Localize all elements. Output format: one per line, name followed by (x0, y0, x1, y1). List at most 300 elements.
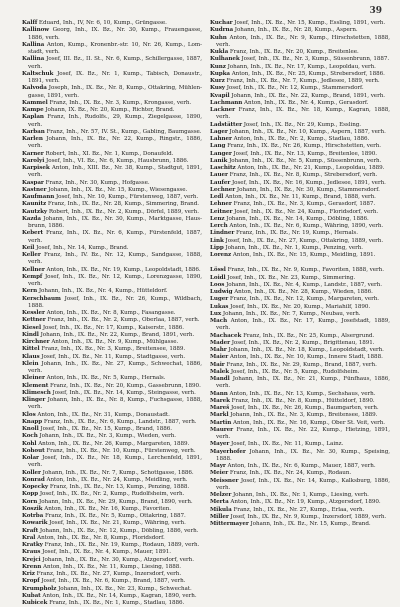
entry-text: Anton, Inh., IX. Bz., Nr. 14, Kump., Kagran, 1890, verh. (40, 592, 197, 599)
directory-entry (210, 165, 390, 172)
directory-entry (22, 448, 202, 455)
directory-entry (210, 362, 390, 369)
directory-entry (22, 325, 202, 332)
entry-text: Franz, Inh., IV. Bz., Nr. 12, Kump., Sandgasse, 1888, verh. (28, 252, 202, 266)
directory-entry (210, 27, 390, 34)
entry-name: Kubat (22, 592, 41, 599)
page-number: 39 (369, 6, 382, 16)
entry-text: Johann, Inh., IX. Bz., Nr. 12, Kump., Döbling, 1886, verh. (38, 527, 199, 534)
entry-text: Johann, Inh., IX. Bz., Nr. 30, Kump., Speising, 1888. (216, 448, 390, 462)
entry-text: Franz, Inh., IX. Bz., Nr. 20, Kump., Gassebrunn, 1890. (48, 382, 201, 389)
entry-name: Lahner (210, 136, 232, 142)
directory-entry (210, 354, 390, 361)
directory-entry (210, 187, 390, 194)
entry-text: Robert, Inh., XI. Bz., Nr. 1, Kump., Donaufeld. (43, 150, 174, 157)
entry-name: Kaspar (22, 179, 44, 186)
directory-entry (22, 571, 202, 578)
entry-name: Kotrba (22, 513, 44, 519)
directory-entry (210, 492, 390, 499)
entry-name: Kerschbaum (22, 295, 61, 302)
entry-name: Mikula (210, 506, 232, 513)
entry-text: Franz, Inh., IX. Bz., Nr. 3, Kump., Krongasse, verh. (47, 99, 192, 106)
directory-entry (22, 441, 202, 448)
entry-name: Klement (22, 382, 49, 389)
directory-entry (210, 107, 390, 122)
directory-entry (210, 143, 390, 150)
entry-text: Johann, Inh., IX. Bz., Nr. 29, Kump., Brand, 1890, verh. (37, 498, 193, 505)
entry-text: Anton, Inh., IX. Bz., Nr. 17, Kump., Josefstadt, 1889, verh. (216, 318, 390, 332)
directory-entry (210, 398, 390, 405)
entry-text: Franz, Inh., IX. Bz., Nr. 29, Kump., Brand, 1887, verh. (224, 361, 377, 368)
entry-name: Mittermayer (210, 521, 249, 527)
directory-entry (22, 187, 202, 194)
directory-entry (22, 390, 202, 397)
entry-text: Josef, Inh., IX. Bz., Nr. 14, Kump., Kalksburg, 1886, verh. (216, 477, 390, 491)
entry-name: Karolyi (22, 157, 45, 164)
entry-text: Johann, Inh., IX. Bz., Nr. 3, Kump., Wieden, verh. (37, 433, 177, 440)
directory-entry (22, 56, 202, 71)
directory-entry (210, 304, 390, 311)
directory-entry (210, 499, 390, 506)
entry-name: Knapp (22, 418, 43, 425)
directory-entry (210, 521, 390, 528)
entry-text: Franz, Inh., IX. Bz., Nr. 2, Kump., Oberlaa, 1887, verh. (45, 317, 200, 324)
entry-text: Josef, Inh., Nr. 14, Kump., Brand. (34, 244, 129, 251)
entry-text: Josef, Inh., IX. Bz., Nr. 18, Kump., Lerchenfeld, 1891, verh. (28, 455, 202, 469)
entry-name: Ledl (210, 194, 224, 200)
directory-entry (22, 201, 202, 208)
entry-name: Kropf (22, 578, 40, 585)
entry-text: Josef, III. Bz., II. St., Nr. 6, Kump., Schillergasse, 1887, verh. (28, 56, 202, 70)
entry-name: Kraus (22, 549, 41, 556)
directory-entry (22, 274, 202, 289)
entry-name: Kukla (210, 49, 229, 55)
entry-text: Franz, Inh., IX. Bz., Nr. 25, Kump., Alsergrund. (241, 332, 375, 339)
directory-entry (22, 549, 202, 556)
directory-entry (22, 564, 202, 571)
directory-entry (22, 535, 202, 542)
entry-name: Kusy (210, 85, 226, 92)
directory-entry (210, 420, 390, 427)
entry-name: Kraft (22, 527, 39, 534)
entry-text: Josef, Inh., IX. Bz., Nr. 2, Kump., Brigittenau, 1891. (229, 339, 375, 346)
entry-name: Lehner (210, 201, 232, 208)
entry-name: Mayr (210, 463, 226, 469)
entry-name: Kupka (210, 70, 230, 77)
entry-name: Melzer (210, 492, 232, 498)
entry-name: Keil (22, 244, 35, 251)
directory-entry (210, 267, 390, 274)
directory-entry (22, 71, 202, 86)
entry-name: Lerch (210, 223, 228, 229)
entry-text: Anton, Inh., IX. Bz., Nr. 10, Kump., Innere Stadt, 1888. (228, 354, 383, 361)
entry-name: Loidl (210, 274, 226, 281)
directory-entry (210, 129, 390, 136)
entry-text: Franz, Inh., IX. Bz., Nr. 3, Kump., Breitensee, 1889. (39, 346, 186, 353)
entry-name: Koch (22, 433, 38, 440)
entry-text: Johann, Inh., IX. Bz., Nr. 22, Kump., Ringstr., 1886, verh. (28, 136, 202, 150)
entry-name: Kuchar (210, 20, 233, 26)
entry-text: Johann, Inh., IX. Bz., Nr. 22, Kump., Brand, 1891, verh. (38, 331, 195, 338)
entry-name: Machacek (210, 332, 242, 339)
directory-entry (22, 520, 202, 527)
entry-name: Lachmann (210, 99, 243, 106)
entry-text: Johann, Inh., IX. Bz., Nr. 1, Kump., Penzing, verh. (223, 244, 363, 251)
right-column (210, 20, 390, 526)
entry-name: Kuhn (210, 34, 227, 41)
entry-text: Josef, Inh., IX. Bz., Nr. 12, Kump., Stammersdorf. (225, 85, 364, 92)
entry-text: Johann, Inh., IX. Bz., Nr. 10, Kump., Aspern, 1887, verh. (227, 128, 386, 135)
directory-entry (210, 71, 390, 78)
entry-name: Kebert (22, 230, 43, 237)
directory-entry (210, 463, 390, 470)
entry-name: Luger (210, 296, 229, 303)
entry-name: Karner (22, 150, 44, 157)
entry-text: Anton, Kump., Kronenbr.-str. 10, Nr. 26, Kump., Lomstadt, verh. (28, 41, 202, 55)
entry-text: Josef, Inh., IX. Bz., Nr. 12, Kump., Lorenzgasse, 1890, verh. (28, 273, 202, 287)
entry-text: Franz, Inh., IX. Bz., Nr. 3, Kump., Gerasdorf, 1887. (231, 201, 376, 208)
entry-text: Anton, Inh., IX. Bz., Nr. 11, Kump., Brand, 1888, verh. (223, 194, 376, 200)
entry-text: Anton, Inh., IX. Bz., Nr. 6, Kump., Währing, 1890, verh. (227, 223, 384, 229)
directory-entry (22, 27, 202, 42)
entry-text: Johann, Inh., IX. Bz., Nr. 15, Kump., Brand. (248, 521, 371, 527)
directory-entry (22, 354, 202, 361)
entry-name: Lössl (210, 267, 226, 274)
directory-entry (210, 158, 390, 165)
entry-name: Karpisek (22, 165, 50, 171)
directory-entry (210, 230, 390, 237)
directory-entry (22, 470, 202, 477)
entry-name: Kudrna (210, 27, 234, 34)
entry-text: Josef, Inh., IX. Bz., Nr. 11, Kump., Lainz. (229, 441, 344, 448)
directory-entry (22, 542, 202, 549)
directory-entry (22, 317, 202, 324)
directory-entry (22, 383, 202, 390)
entry-text: Anton, Inh., XIII. Bz., Nr. 38, Kump., Stadtgut, 1891, verh. (28, 165, 202, 179)
directory-entry (210, 35, 390, 50)
directory-entry (210, 238, 390, 245)
directory-entry (210, 201, 390, 208)
directory-entry (210, 136, 390, 143)
entry-name: Lackner (210, 107, 236, 113)
entry-text: Anton, Inh., IX. Bz., Nr. 9, Kump., Hirschstetten, 1888, verh. (216, 34, 390, 48)
entry-text: Anton, Inh., IX. Bz., Nr. 19, Kump., Atzgersdorf, 1890. (228, 499, 381, 506)
directory-entry (22, 194, 202, 201)
directory-entry (210, 64, 390, 71)
directory-entry (210, 369, 390, 376)
entry-name: Kaunitz (22, 201, 47, 208)
directory-entry (22, 332, 202, 339)
directory-entry (210, 478, 390, 493)
entry-text: Josef, Inh., IX. Bz., Nr. 13, Kump., Breitenlee, 1890. (231, 150, 377, 157)
entry-text: Franz, Inh., IX. Bz., Nr. 6, Kump., Landstr., 1887, verh. (42, 418, 197, 425)
entry-name: Kallina (22, 56, 45, 63)
entry-name: Maier (210, 354, 229, 361)
entry-name: Lechner (210, 186, 236, 193)
entry-name: Mader (210, 339, 230, 346)
entry-name: Kurz (210, 78, 225, 84)
directory-entry (22, 20, 202, 27)
directory-entry (210, 470, 390, 477)
entry-text: Johann, Inh., IX. Bz., Nr. 27, Kump., Schwechat, 1886, verh. (28, 360, 202, 374)
entry-text: Josef, Inh., IX. Bz., Nr. 9, Kump., Inzersdorf, 1889, verh. (228, 513, 387, 520)
directory-entry (22, 513, 202, 520)
directory-entry (210, 209, 390, 216)
entry-text: Johann, Inh., IX. Bz., Nr. 30, Kump., Marktgasse, Hausbrunn, 1886. (28, 215, 202, 229)
entry-name: Kral (22, 534, 36, 541)
directory-entry (22, 310, 202, 317)
entry-name: Kindl (22, 331, 39, 338)
entry-text: Anton, Inh., IX. Bz., Nr. 5, Kump., Hernals. (44, 375, 166, 382)
entry-text: Johann, Inh., IX. Bz., Nr. 7, Kump., Schottgasse, 1886. (40, 469, 194, 476)
entry-text: Franz, Inh., IX. Bz., Nr. 19, Kump., Rodaun, 1889, verh. (42, 542, 200, 548)
directory-entry (210, 85, 390, 92)
entry-name: Meissner (210, 477, 239, 484)
entry-name: Koller (22, 469, 41, 476)
entry-text: Johann, Inh., IX. Bz., Nr. 18, Kump., Leopoldstadt, verh. (226, 347, 384, 353)
entry-text: Franz, Inh., IX. Bz., Nr. 20, Kump., Breitenlee. (228, 49, 359, 55)
entry-name: Lindner (210, 230, 235, 237)
entry-name: Kazda (22, 215, 41, 222)
entry-name: Mahr (210, 347, 227, 353)
entry-text: Anton, Inh., IX. Bz., Nr. 24, Kump., Meidling, verh. (44, 476, 188, 483)
directory-entry (210, 78, 390, 85)
directory-entry (210, 49, 390, 56)
entry-text: Anton, Inh., IX. Bz., Nr. 9, Kump., Mühlgasse. (49, 339, 179, 345)
directory-entry (22, 100, 202, 107)
directory-entry (22, 346, 202, 353)
entry-name: Kiesel (22, 324, 42, 331)
entry-name: Kittel (22, 346, 40, 353)
entry-name: Laufer (210, 179, 231, 186)
directory-entry (22, 288, 202, 295)
directory-entry (210, 391, 390, 398)
entry-name: Keller (22, 252, 41, 258)
entry-text: Johann, Inh., IX. Bz., Nr. 14, Kump., Döbling, 1886. (224, 215, 369, 222)
directory-entry (210, 340, 390, 347)
entry-name: Kirchner (22, 339, 50, 345)
entry-name: Krenn (22, 563, 42, 570)
entry-name: Kunz (210, 63, 226, 70)
entry-name: Kallinow (22, 27, 50, 34)
entry-name: Kalvoda (22, 85, 47, 92)
directory-entry (210, 216, 390, 223)
entry-name: Merta (210, 499, 229, 506)
left-column (22, 20, 202, 606)
directory-entry (22, 506, 202, 513)
entry-text: Johann, Inh., IX. Bz., Nr. 1, Kump., Liesing, verh. (231, 492, 369, 498)
directory-entry (210, 275, 390, 282)
directory-entry (210, 376, 390, 391)
entry-name: Mann (210, 390, 228, 397)
entry-text: Franz, Inh., IX. Bz., Nr. 12, Kump., Margareten, verh. (228, 296, 380, 303)
directory-entry (22, 180, 202, 187)
columns (22, 20, 390, 606)
entry-text: Anton, Inh., IX. Bz., Nr. 19, Kump., Leopoldstadt, 1886. (44, 266, 201, 273)
entry-text: Franz, Inh., Nr. 57, IV. St., Kump., Gabling, Baumgasse. (44, 128, 202, 135)
entry-text: Franz, Inh., IX. Bz., Nr. 26, Kump., Hirschstetten, verh. (225, 143, 382, 150)
entry-text: Anton, Inh., IX. Bz., Nr. 6, Kump., Mauer, 1887, verh. (225, 463, 376, 469)
entry-text: Josef, Inh., IX. Bz., Nr. 2, Kump., Rudolfsheim, verh. (38, 491, 185, 498)
entry-name: Kellner (22, 266, 45, 273)
entry-name: Mayerhofer (210, 448, 246, 455)
directory-entry (210, 441, 390, 448)
entry-text: Josef, Inh., IX. Bz., Nr. 3, Kump., Süssenbrunn, 1887. (239, 56, 390, 63)
entry-name: Lang (210, 143, 226, 150)
entry-text: Eduard, Inh., IV, Nr. 6, 10, Kump., Grüngasse. (37, 20, 167, 26)
entry-name: Kastner (22, 186, 47, 193)
entry-name: Klimesch (22, 389, 51, 396)
entry-text: Josef, Inh., IX. Bz., Nr. 23, Kump., Simmering. (225, 274, 356, 281)
entry-text: Franz, Inh., IX. Bz., Nr. 27, Kump., Erlaa, verh. (231, 506, 365, 513)
directory-entry (22, 339, 202, 346)
entry-name: Karban (22, 128, 45, 135)
directory-entry (22, 230, 202, 245)
entry-name: Krumpholz (22, 585, 57, 592)
directory-entry (22, 426, 202, 433)
entry-text: Johann, Inh., IX. Bz., Nr. 15, Kump., Wiesengasse. (46, 186, 188, 193)
entry-name: Kowarik (22, 520, 48, 527)
entry-text: Josef, Inh., IX. Bz., Nr. 20, Kump., Mariahilf, 1890. (228, 303, 371, 310)
directory-entry (22, 136, 202, 151)
entry-name: Markl (210, 412, 229, 419)
entry-text: Johann, Inh., IX. Bz., Nr. 17, Kump., Leopoldau, verh. (225, 63, 376, 70)
entry-text: Anton, Inh., IX. Bz., Nr. 15, Kump., Meidling, 1891. (231, 252, 376, 258)
entry-name: Kopecky (22, 484, 49, 490)
directory-entry (210, 151, 390, 158)
entry-name: Mareš (210, 405, 230, 411)
entry-text: Anton, Inh., IX. Bz., Nr. 31, Kump., Donaustadt. (35, 411, 170, 418)
directory-entry (22, 158, 202, 165)
directory-entry (22, 593, 202, 600)
entry-name: Kessler (22, 310, 45, 316)
directory-entry (210, 56, 390, 63)
entry-name: Kautzky (22, 208, 48, 215)
entry-text: Anton, Inh., IX. Bz., Nr. 21, Kump., Leopoldau, 1889. (235, 165, 385, 171)
directory-entry (210, 289, 390, 296)
entry-text: Franz, Inh., IX. Bz., Nr. 18, Kump., Kagran, 1888, verh. (216, 107, 390, 121)
entry-name: Knoll (22, 426, 39, 432)
entry-text: Franz, Inh., Rudolfs., 29, Kump., Ziegelgasse, 1890, verh. (28, 114, 202, 128)
entry-text: Josef, Inh., IX. Bz., Nr. 29, Kump., Essling. (242, 121, 362, 128)
entry-name: Miller (210, 513, 229, 520)
directory-entry (210, 172, 390, 179)
entry-name: Lorenz (210, 252, 232, 258)
entry-name: Kallina (22, 41, 45, 48)
entry-text: Franz, Inh., IX. Bz., Nr. 27, Kump., Inzersdorf, verh. (34, 571, 182, 577)
entry-text: Franz, Inh., IX. Bz., Nr. 5, Kump., Ottakring, 1887. (43, 513, 186, 519)
entry-name: Laschitz (210, 165, 236, 171)
entry-text: Anton, Inh., IX. Bz., Nr. 26, Kump., Margareten, 1889. (36, 440, 190, 447)
directory-entry (210, 311, 390, 318)
entry-text: Josef, Inh., IX. Bz., Nr. 27, Kump., Ottakring, 1889, verh. (223, 237, 384, 244)
directory-entry (22, 85, 202, 100)
entry-name: Kaufmann (22, 194, 55, 200)
entry-text: Anton, Inh., IX. Bz., Nr. 16, Kump., Ober St. Veit, verh. (231, 419, 386, 426)
entry-text: Josef, Inh., IX. Bz., Nr. 14, Kump., Steingasse, verh. (50, 389, 196, 396)
directory-entry (22, 129, 202, 136)
entry-name: Lipp (210, 244, 224, 251)
entry-name: Konrad (22, 476, 45, 483)
entry-name: Klein (22, 360, 39, 367)
entry-text: Franz, Inh., IX. Bz., Nr. 10, Kump., Fürstenweg, verh. (44, 447, 196, 454)
entry-text: Anton, Inh., IX. Bz., Nr. 8, Kump., Floridsdorf. (35, 534, 165, 541)
entry-name: Malek (210, 368, 230, 375)
entry-text: Josef, Inh., IX. Bz., Nr. 17, Kump., Kaiserstr., 1886. (41, 324, 184, 331)
entry-text: Johann, Inh., IX. Bz., Nr. 4, Kump., Landstr., 1887, verh. (224, 281, 382, 288)
entry-text: Josef, Inh., VI. Bz., Nr. 6, Kump., Hausbrunn, 1886. (44, 157, 189, 164)
directory-entry (22, 296, 202, 311)
directory-entry (22, 375, 202, 382)
entry-name: Kalff (22, 20, 38, 26)
entry-name: Marek (210, 397, 230, 404)
entry-name: Kleiner (22, 375, 45, 382)
directory-entry (210, 223, 390, 230)
directory-entry (22, 107, 202, 114)
directory-entry (210, 180, 390, 187)
entry-text: Josef, Inh., IX. Bz., Nr. 16, Kump., Jedlesee, 1891, verh. (230, 179, 386, 186)
directory-entry (22, 267, 202, 274)
directory-entry (22, 578, 202, 585)
entry-text: Anton, Inh., IX. Bz., Nr. 16, Kump., Favoriten. (42, 505, 172, 512)
directory-entry (210, 514, 390, 521)
entry-name: Leitner (210, 208, 233, 215)
entry-text: Franz, Inh., IX. Bz., Nr. 6, Kump., Fürstenfeld, 1887, verh. (28, 230, 202, 244)
entry-name: Kvapil (210, 92, 230, 99)
entry-name: Kulhanek (210, 56, 240, 63)
entry-text: Franz, Inh., Nr. 30, Kump., Hofgasse. (43, 179, 150, 186)
directory-entry (210, 427, 390, 442)
entry-text: Josef, Inh., IX. Bz., Nr. 5, Kump., Rudolfsheim. (229, 368, 360, 375)
entry-text: Franz, Inh., IX. Bz., Nr. 22, Kump., Hietzing, 1891, verh. (216, 426, 390, 440)
entry-name: Kolar (22, 455, 39, 461)
entry-text: Franz, Inh., IX. Bz., Nr. 1, Kump., Stadlau, 1886. (47, 600, 185, 606)
entry-text: Anton, Inh., IX. Bz., Nr. 8, Kump., Fasangasse. (44, 310, 176, 316)
directory-entry (210, 347, 390, 354)
entry-text: Josef, Inh., IX. Bz., Nr. 26, Kump., Baumgarten, verh. (229, 405, 379, 411)
directory-entry (210, 245, 390, 252)
entry-text: Franz, Inh., IX. Bz., Nr. 8, Kump., Strebersdorf, verh. (227, 172, 378, 179)
entry-text: Franz, Inh., IX. Bz., Nr. 7, Kump., Jedlesee, 1889, verh. (224, 78, 380, 84)
entry-text: Josef, Inh., IX. Bz., Nr. 4, Kump., Mauer, 1891. (40, 549, 171, 556)
entry-text: Josef, Inh., IX. Bz., Nr. 21, Kump., Währing, verh. (47, 520, 186, 527)
entry-name: Mayer (210, 441, 230, 448)
entry-name: Klinger (22, 397, 46, 403)
entry-text: Johann, Inh., IX. Bz., Nr. 3, Kump., Breitensee, 1889. (228, 412, 378, 419)
entry-name: Link (210, 237, 224, 244)
directory-entry (22, 165, 202, 180)
directory-entry (22, 433, 202, 440)
entry-name: Kohl (22, 440, 37, 447)
entry-text: Franz, Inh., IX. Bz., Nr. 19, Kump., Hernals. (234, 230, 358, 237)
directory-entry (210, 100, 390, 107)
directory-entry (22, 114, 202, 129)
directory-entry (22, 245, 202, 252)
entry-text: Franz, Inh., IX. Bz., Nr. 8, Kump., Hütteldorf, 1890. (229, 397, 375, 404)
entry-text: Josef, Inh., IX. Bz., Nr. 26, Kump., Wildbach, 1888. (28, 295, 202, 309)
entry-name: Ludwig (210, 289, 233, 295)
entry-name: Kempf (22, 273, 43, 280)
entry-text: Johann, Inh., IX. Bz., Nr. 23, Kump., Schwechat. (56, 585, 192, 592)
directory-entry (210, 122, 390, 129)
entry-text: Joseph, Inh., IX. Bz., Nr. 8, Kump., Ottakring, Mühlengasse, 1891, verh. (28, 85, 202, 99)
directory-entry (210, 333, 390, 340)
directory-entry (210, 194, 390, 201)
entry-name: Lager (210, 128, 228, 135)
directory-entry (22, 412, 202, 419)
directory-entry (210, 296, 390, 303)
directory-entry (210, 412, 390, 419)
